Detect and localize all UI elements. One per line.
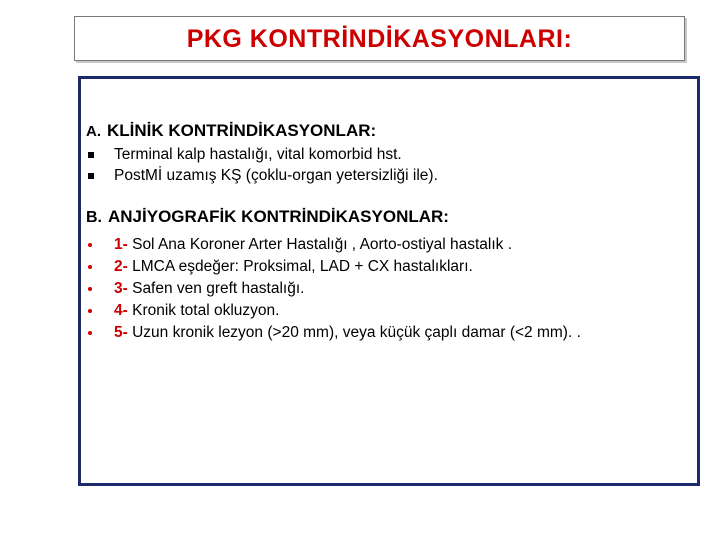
section-b-item-text: Safen ven greft hastalığı. (127, 280, 305, 297)
square-bullet-icon (88, 152, 94, 158)
section-a-item (78, 146, 402, 164)
section-a-heading (86, 121, 376, 141)
section-b-item (78, 236, 512, 254)
section-a-title: KLİNİK KONTRİNDİKASYONLAR: (107, 121, 377, 140)
section-b-title: ANJİYOGRAFİK KONTRİNDİKASYONLAR: (108, 207, 449, 226)
item-number: 5- (114, 324, 128, 341)
dot-bullet-icon (88, 287, 92, 291)
item-number: 2- (114, 258, 128, 275)
section-b-prefix: B. (86, 209, 102, 226)
item-number: 3- (114, 280, 128, 297)
section-b-item (78, 280, 304, 298)
section-b-item (78, 258, 473, 276)
title-box (74, 16, 685, 61)
dot-bullet-icon (88, 331, 92, 335)
section-b-item-text: LMCA eşdeğer: Proksimal, LAD + CX hastalıkları. (127, 258, 473, 275)
section-b-item-text: Kronik total okluzyon. (127, 302, 280, 319)
section-b-item (78, 302, 279, 320)
section-a-prefix: A. (86, 123, 101, 140)
item-number: 4- (114, 302, 128, 319)
dot-bullet-icon (88, 243, 92, 247)
section-a-item (78, 167, 438, 185)
item-number: 1- (114, 236, 128, 253)
section-b-item-text: Uzun kronik lezyon (>20 mm), veya küçük çaplı damar (<2 mm). . (127, 324, 581, 341)
section-b-heading (86, 207, 449, 227)
section-b-item (78, 324, 581, 342)
dot-bullet-icon (88, 309, 92, 313)
section-a-item-text: Terminal kalp hastalığı, vital komorbid hst. (114, 146, 402, 163)
section-a-item-text: PostMİ uzamış KŞ (çoklu-organ yetersizliği ile). (114, 167, 438, 184)
slide-title: PKG KONTRİNDİKASYONLARI: (186, 25, 573, 53)
dot-bullet-icon (88, 265, 92, 269)
square-bullet-icon (88, 173, 94, 179)
section-b-item-text: Sol Ana Koroner Arter Hastalığı , Aorto-ostiyal hastalık . (127, 236, 513, 253)
